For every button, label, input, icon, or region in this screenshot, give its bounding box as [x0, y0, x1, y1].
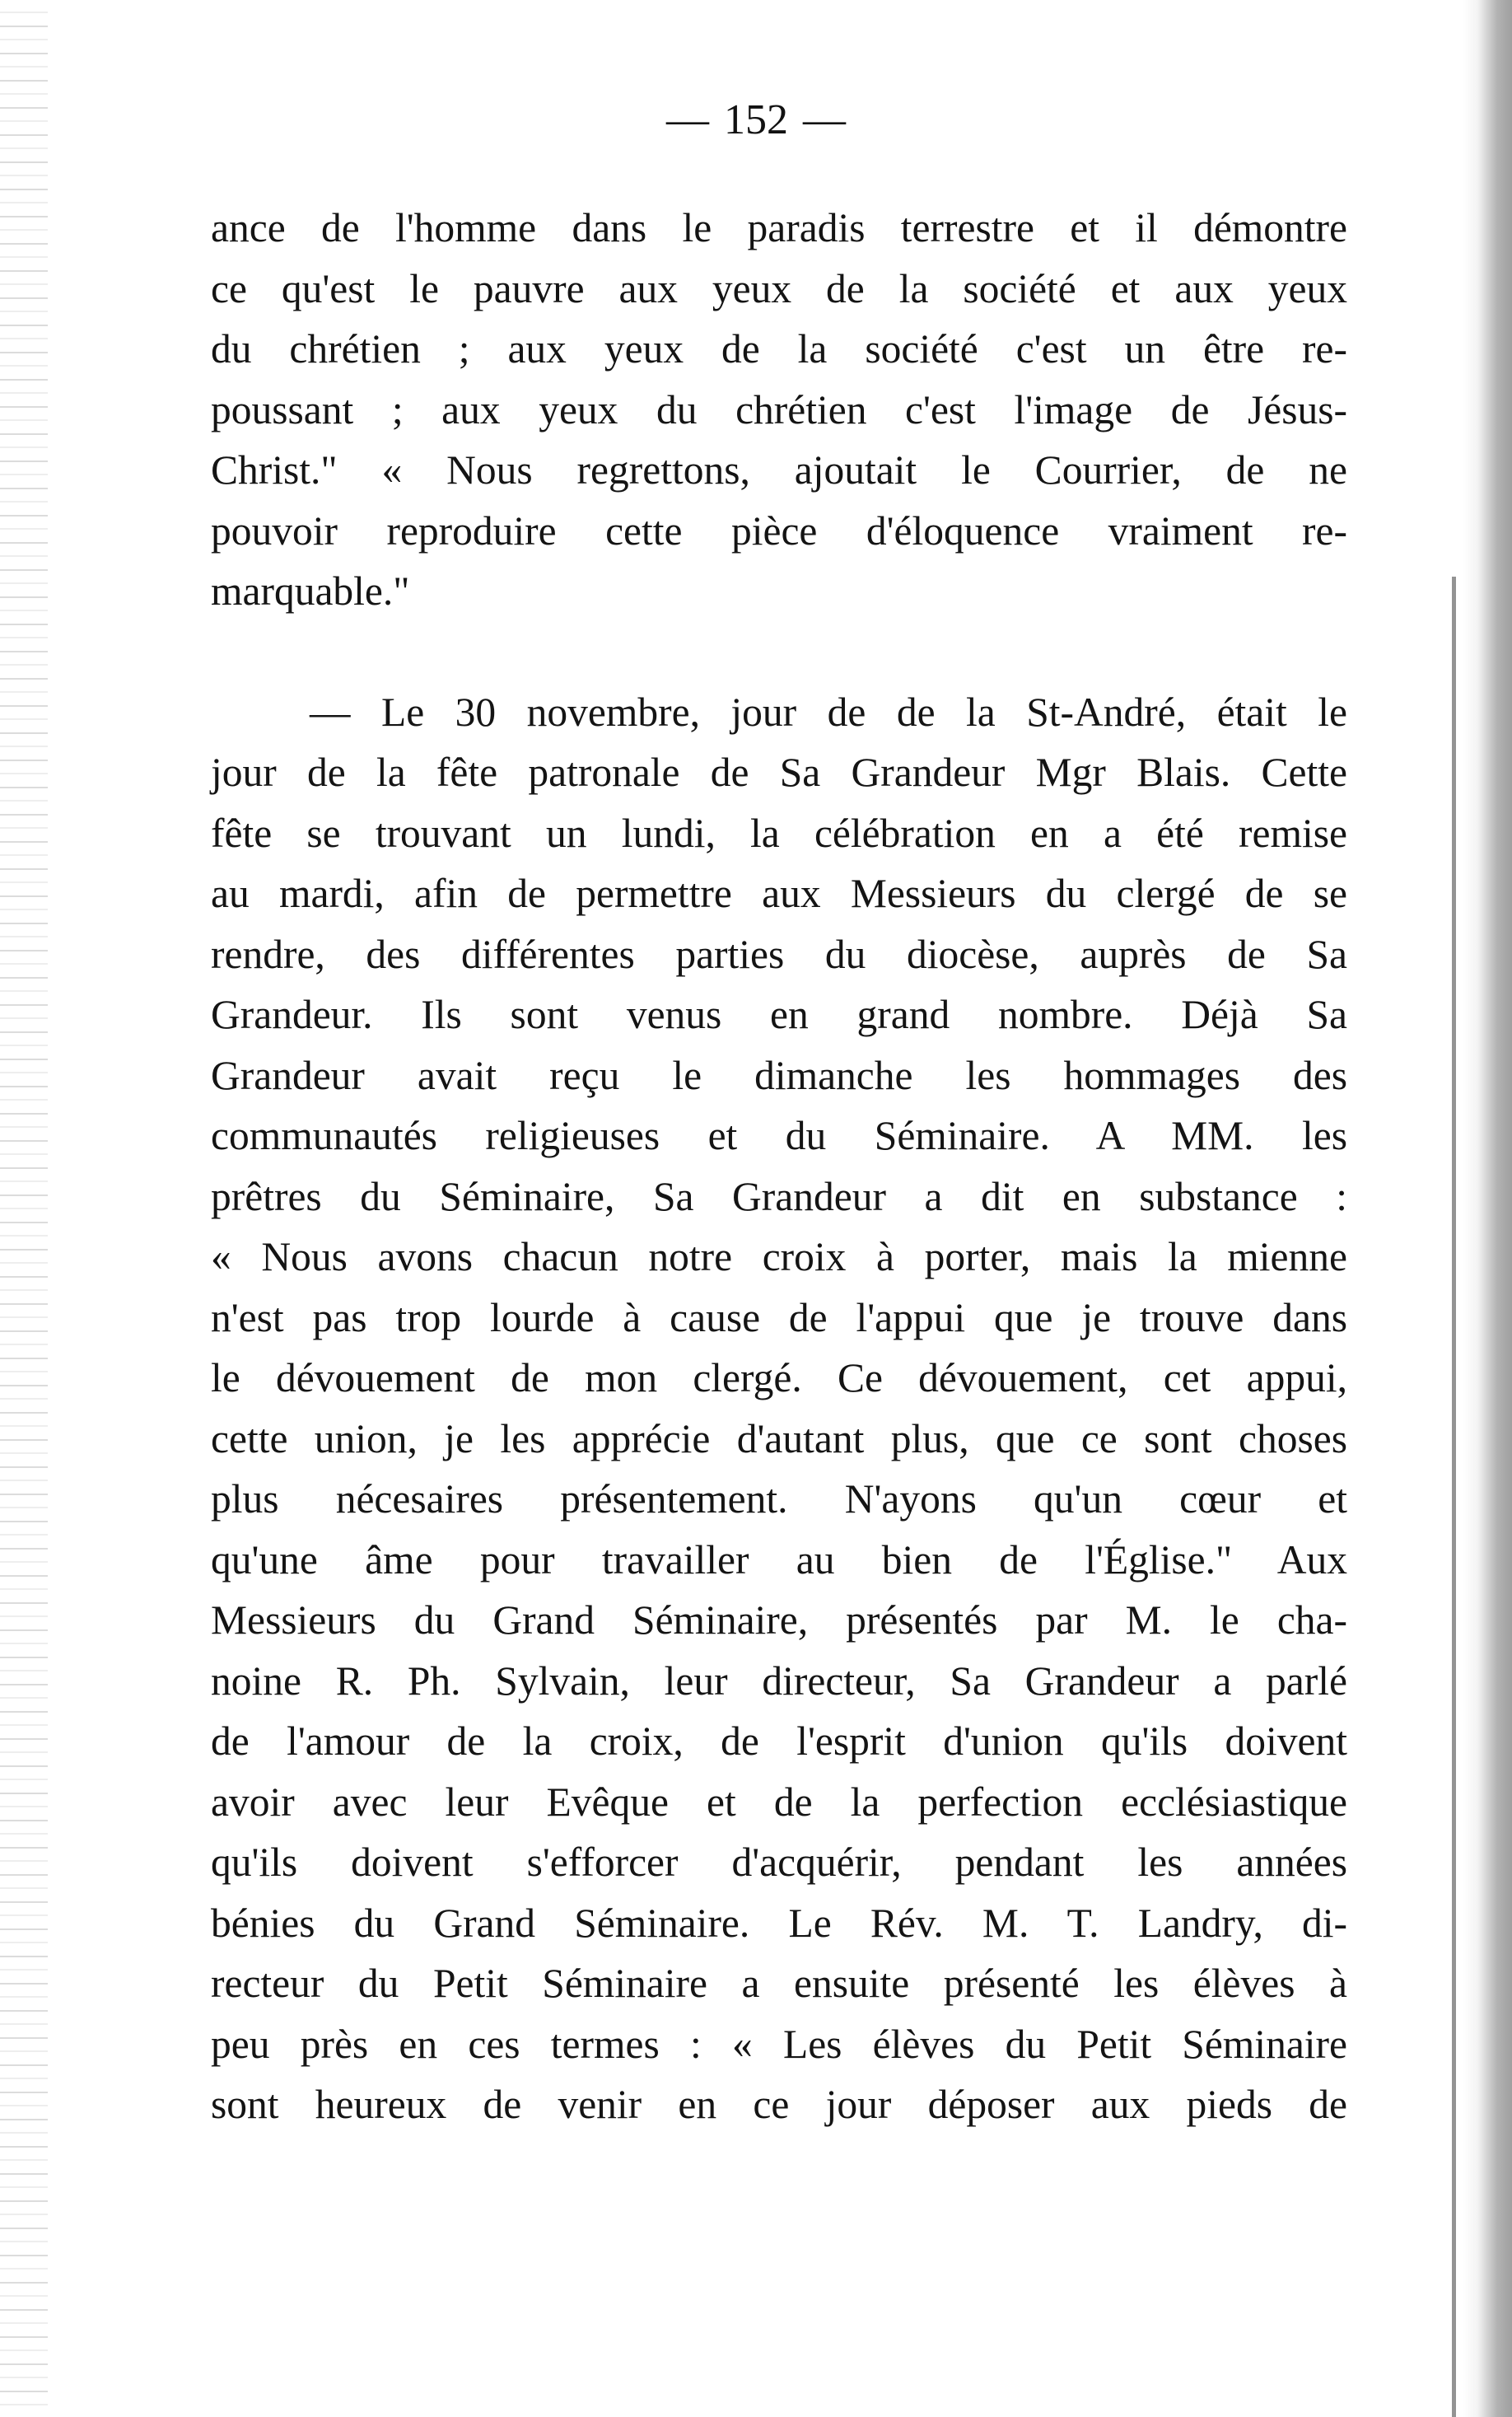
text-line: Grandeur avait reçu le dimanche les hommages des	[211, 1052, 1347, 1098]
text-line: du chrétien ; aux yeux de la société c'est un être re-	[211, 326, 1347, 372]
text-line: rendre, des différentes parties du diocèse, auprès de Sa	[211, 931, 1347, 977]
text-line: ance de l'homme dans le paradis terrestre et il démontre	[211, 205, 1347, 250]
text-line: avoir avec leur Evêque et de la perfection ecclésiastique	[211, 1779, 1347, 1825]
page-body-text	[211, 198, 1347, 2135]
text-line: peu près en ces termes : « Les élèves du Petit Séminaire	[211, 2021, 1347, 2067]
text-line: Grandeur. Ils sont venus en grand nombre. Déjà Sa	[211, 992, 1347, 1037]
page-number-dash-left: —	[666, 96, 709, 143]
text-line: plus nécesaires présentement. N'ayons qu'un cœur et	[211, 1476, 1347, 1522]
text-line: marquable."	[211, 568, 410, 614]
text-line: Christ." « Nous regrettons, ajoutait le Courrier, de ne	[211, 447, 1347, 493]
page-number-value: 152	[724, 96, 788, 143]
text-line: de l'amour de la croix, de l'esprit d'union qu'ils doivent	[211, 1718, 1347, 1764]
text-line: pouvoir reproduire cette pièce d'éloquence vraiment re-	[211, 507, 1347, 554]
text-line: Messieurs du Grand Séminaire, présentés par M. le cha-	[211, 1597, 1347, 1643]
text-line: poussant ; aux yeux du chrétien c'est l'image de Jésus-	[211, 386, 1347, 432]
text-line: communautés religieuses et du Séminaire. A MM. les	[211, 1113, 1347, 1158]
text-line: — Le 30 novembre, jour de de la St-André, était le	[310, 689, 1347, 735]
text-line: sont heureux de venir en ce jour déposer aux pieds de	[211, 2082, 1347, 2127]
scan-right-edge-shadow	[1463, 0, 1512, 2417]
text-line: qu'une âme pour travailler au bien de l'Église." Aux	[211, 1536, 1347, 1583]
text-line: recteur du Petit Séminaire a ensuite présenté les élèves à	[211, 1961, 1347, 2006]
text-line: ce qu'est le pauvre aux yeux de la société et aux yeux	[211, 265, 1347, 311]
text-line: jour de la fête patronale de Sa Grandeur Mgr Blais. Cette	[211, 750, 1347, 795]
text-line: cette union, je les apprécie d'autant plus, que ce sont choses	[211, 1415, 1347, 1461]
text-line: qu'ils doivent s'efforcer d'acquérir, pendant les années	[211, 1840, 1347, 1885]
page-number	[0, 96, 1512, 145]
scan-left-margin-noise	[0, 0, 48, 2417]
text-line: fête se trouvant un lundi, la célébration en a été remise	[211, 810, 1347, 856]
text-line: au mardi, afin de permettre aux Messieurs du clergé de se	[211, 871, 1347, 916]
text-line: n'est pas trop lourde à cause de l'appui que je trouve dans	[211, 1294, 1347, 1340]
paragraph-gap	[211, 622, 1347, 682]
text-line: noine R. Ph. Sylvain, leur directeur, Sa Grandeur a parlé	[211, 1657, 1347, 1704]
text-line: le dévouement de mon clergé. Ce dévouement, cet appui,	[211, 1355, 1347, 1400]
text-line: prêtres du Séminaire, Sa Grandeur a dit en substance :	[211, 1173, 1347, 1219]
page-number-dash-right: —	[803, 96, 846, 143]
text-line: « Nous avons chacun notre croix à porter, mais la mienne	[211, 1234, 1347, 1279]
text-line: bénies du Grand Séminaire. Le Rév. M. T. Landry, di-	[211, 1900, 1347, 1946]
scan-right-binding-line	[1452, 577, 1456, 2417]
